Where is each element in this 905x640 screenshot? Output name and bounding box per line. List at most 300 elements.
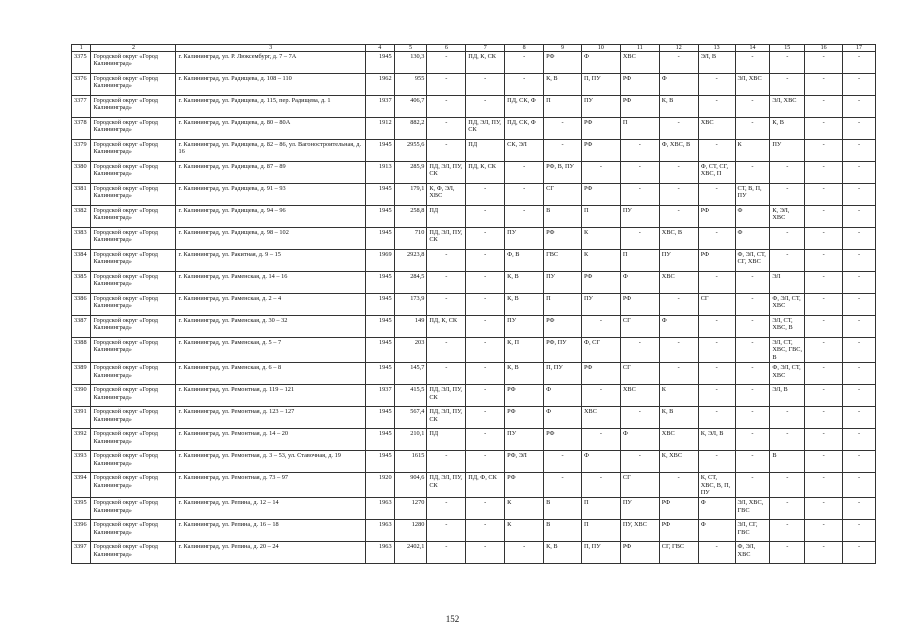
- cell-col-17: -: [843, 473, 876, 498]
- cell-municipality: Городской округ «Город Калининград»: [91, 118, 176, 140]
- cell-col-14: Ф: [735, 228, 770, 250]
- cell-col-16: -: [805, 407, 843, 429]
- cell-row-id: 3384: [72, 250, 91, 272]
- cell-col-10: -: [581, 162, 620, 184]
- cell-col-17: -: [843, 184, 876, 206]
- cell-col-8: ПУ: [505, 228, 544, 250]
- cell-col-16: -: [805, 338, 843, 363]
- cell-col-6: -: [427, 52, 466, 74]
- cell-address: г. Калининград, ул. Репина, д. 20 – 24: [176, 542, 365, 564]
- cell-col-16: -: [805, 542, 843, 564]
- cell-col-10: РФ: [581, 272, 620, 294]
- cell-col-7: -: [466, 385, 505, 407]
- column-number-14: 14: [735, 45, 770, 52]
- cell-col-10: П: [581, 498, 620, 520]
- cell-col-15: ЭЛ, ХВС: [770, 96, 805, 118]
- cell-col-17: -: [843, 542, 876, 564]
- cell-col-17: -: [843, 206, 876, 228]
- cell-build-year: 1945: [365, 228, 394, 250]
- cell-address: г. Калининград, ул. Радищева, д. 80 – 80А: [176, 118, 365, 140]
- cell-col-7: -: [466, 542, 505, 564]
- cell-col-11: -: [620, 407, 659, 429]
- cell-row-id: 3387: [72, 316, 91, 338]
- cell-col-16: -: [805, 184, 843, 206]
- cell-build-year: 1945: [365, 272, 394, 294]
- cell-col-16: -: [805, 96, 843, 118]
- cell-col-11: П: [620, 250, 659, 272]
- cell-col-10: Ф: [581, 52, 620, 74]
- cell-col-8: ПУ: [505, 429, 544, 451]
- cell-col-11: РФ: [620, 542, 659, 564]
- cell-col-10: ХВС: [581, 407, 620, 429]
- table-row: [72, 96, 876, 118]
- cell-col-7: -: [466, 272, 505, 294]
- cell-municipality: Городской округ «Город Калининград»: [91, 184, 176, 206]
- cell-col-9: Ф: [544, 385, 582, 407]
- cell-build-year: 1945: [365, 316, 394, 338]
- cell-col-11: -: [620, 184, 659, 206]
- table-row: [72, 407, 876, 429]
- cell-col-17: -: [843, 228, 876, 250]
- cell-col-10: -: [581, 473, 620, 498]
- cell-col-8: ПД, СК, Ф: [505, 96, 544, 118]
- cell-build-year: 1945: [365, 294, 394, 316]
- column-number-16: 16: [805, 45, 843, 52]
- cell-area: 1270: [394, 498, 427, 520]
- cell-municipality: Городской округ «Город Калининград»: [91, 473, 176, 498]
- cell-col-17: -: [843, 272, 876, 294]
- cell-col-10: Ф, СГ: [581, 338, 620, 363]
- column-number-7: 7: [466, 45, 505, 52]
- cell-col-8: -: [505, 52, 544, 74]
- cell-col-11: СГ: [620, 473, 659, 498]
- cell-col-7: -: [466, 228, 505, 250]
- cell-col-7: -: [466, 316, 505, 338]
- cell-row-id: 3383: [72, 228, 91, 250]
- table-row: [72, 316, 876, 338]
- cell-col-9: РФ: [544, 228, 582, 250]
- cell-municipality: Городской округ «Город Калининград»: [91, 385, 176, 407]
- cell-col-6: ПД, ЭЛ, ПУ, СК: [427, 162, 466, 184]
- cell-col-17: -: [843, 294, 876, 316]
- cell-col-9: П: [544, 96, 582, 118]
- cell-col-15: ЭЛ: [770, 272, 805, 294]
- cell-col-8: РФ: [505, 473, 544, 498]
- cell-area: 284,5: [394, 272, 427, 294]
- cell-area: 145,7: [394, 363, 427, 385]
- cell-row-id: 3389: [72, 363, 91, 385]
- cell-col-13: -: [698, 451, 735, 473]
- cell-col-6: ПД: [427, 429, 466, 451]
- cell-col-16: -: [805, 294, 843, 316]
- cell-col-7: ПД, Ф, СК: [466, 473, 505, 498]
- cell-col-7: -: [466, 206, 505, 228]
- cell-col-10: Ф: [581, 451, 620, 473]
- cell-build-year: 1912: [365, 118, 394, 140]
- cell-area: 415,5: [394, 385, 427, 407]
- cell-col-14: Ф: [735, 206, 770, 228]
- cell-col-10: РФ: [581, 118, 620, 140]
- cell-col-16: -: [805, 385, 843, 407]
- cell-address: г. Калининград, ул. Радищева, д. 108 – 110: [176, 74, 365, 96]
- cell-build-year: 1963: [365, 498, 394, 520]
- cell-col-14: -: [735, 272, 770, 294]
- cell-col-11: ХВС: [620, 385, 659, 407]
- cell-build-year: 1962: [365, 74, 394, 96]
- cell-col-7: -: [466, 451, 505, 473]
- cell-col-17: -: [843, 498, 876, 520]
- cell-col-6: -: [427, 498, 466, 520]
- cell-col-11: РФ: [620, 96, 659, 118]
- cell-col-6: -: [427, 294, 466, 316]
- cell-address: г. Калининград, ул. Радищева, д. 82 – 86, ул. Вагоностроительная, д. 16: [176, 140, 365, 162]
- cell-row-id: 3382: [72, 206, 91, 228]
- cell-area: 179,1: [394, 184, 427, 206]
- cell-col-15: -: [770, 407, 805, 429]
- cell-col-13: Ф: [698, 520, 735, 542]
- cell-area: 882,2: [394, 118, 427, 140]
- cell-build-year: 1937: [365, 96, 394, 118]
- cell-col-9: ГВС: [544, 250, 582, 272]
- cell-col-17: -: [843, 363, 876, 385]
- cell-col-12: -: [659, 294, 698, 316]
- cell-col-15: -: [770, 498, 805, 520]
- cell-col-15: К, В: [770, 118, 805, 140]
- cell-col-11: -: [620, 228, 659, 250]
- cell-col-9: СГ: [544, 184, 582, 206]
- cell-col-13: Ф, СТ, СГ, ХВС, П: [698, 162, 735, 184]
- cell-row-id: 3375: [72, 52, 91, 74]
- cell-col-9: В: [544, 520, 582, 542]
- cell-col-9: К, В: [544, 74, 582, 96]
- cell-municipality: Городской округ «Город Калининград»: [91, 96, 176, 118]
- table-row: [72, 338, 876, 363]
- cell-col-10: РФ: [581, 184, 620, 206]
- cell-col-11: П: [620, 118, 659, 140]
- cell-col-11: Ф: [620, 272, 659, 294]
- cell-col-17: -: [843, 96, 876, 118]
- cell-col-15: -: [770, 429, 805, 451]
- cell-col-6: ПД, ЭЛ, ПУ, СК: [427, 385, 466, 407]
- cell-col-15: -: [770, 52, 805, 74]
- cell-col-11: СГ: [620, 316, 659, 338]
- cell-col-16: -: [805, 498, 843, 520]
- cell-municipality: Городской округ «Город Калининград»: [91, 429, 176, 451]
- cell-col-15: К, ЭЛ, ХВС: [770, 206, 805, 228]
- table-header: [72, 45, 876, 52]
- cell-area: 2955,6: [394, 140, 427, 162]
- cell-col-12: ХВС: [659, 272, 698, 294]
- cell-col-10: П, ПУ: [581, 542, 620, 564]
- cell-col-8: К, В: [505, 272, 544, 294]
- cell-col-16: -: [805, 140, 843, 162]
- column-number-3: 3: [176, 45, 365, 52]
- table-row: [72, 473, 876, 498]
- cell-col-8: -: [505, 542, 544, 564]
- table-row: [72, 74, 876, 96]
- cell-build-year: 1920: [365, 473, 394, 498]
- cell-col-10: К: [581, 250, 620, 272]
- cell-col-17: -: [843, 316, 876, 338]
- cell-address: г. Калининград, ул. Раменская, д. 14 – 16: [176, 272, 365, 294]
- cell-row-id: 3385: [72, 272, 91, 294]
- cell-col-15: Ф, ЭЛ, СТ, ХВС: [770, 294, 805, 316]
- cell-col-14: К: [735, 140, 770, 162]
- cell-col-9: РФ, ПУ: [544, 338, 582, 363]
- cell-col-11: СГ: [620, 363, 659, 385]
- cell-col-14: -: [735, 316, 770, 338]
- cell-col-9: РФ: [544, 52, 582, 74]
- cell-address: г. Калининград, ул. Ремонтная, д. 73 – 97: [176, 473, 365, 498]
- cell-col-13: -: [698, 363, 735, 385]
- cell-col-13: -: [698, 542, 735, 564]
- cell-col-14: Ф, ЭЛ, ХВС: [735, 542, 770, 564]
- table-row: [72, 140, 876, 162]
- cell-col-6: -: [427, 520, 466, 542]
- cell-col-10: К: [581, 228, 620, 250]
- cell-col-13: -: [698, 272, 735, 294]
- cell-col-14: -: [735, 118, 770, 140]
- cell-col-12: ХВС, В: [659, 228, 698, 250]
- cell-col-9: В: [544, 206, 582, 228]
- column-number-4: 4: [365, 45, 394, 52]
- cell-build-year: 1937: [365, 385, 394, 407]
- cell-col-17: -: [843, 520, 876, 542]
- cell-col-16: -: [805, 228, 843, 250]
- cell-col-15: В: [770, 451, 805, 473]
- cell-col-17: -: [843, 74, 876, 96]
- cell-col-15: -: [770, 542, 805, 564]
- cell-col-14: -: [735, 429, 770, 451]
- cell-col-9: -: [544, 140, 582, 162]
- cell-col-14: -: [735, 52, 770, 74]
- cell-col-17: -: [843, 118, 876, 140]
- cell-col-14: -: [735, 385, 770, 407]
- cell-build-year: 1945: [365, 206, 394, 228]
- cell-col-11: РФ: [620, 74, 659, 96]
- table-row: [72, 118, 876, 140]
- cell-col-6: -: [427, 140, 466, 162]
- cell-municipality: Городской округ «Город Калининград»: [91, 294, 176, 316]
- cell-address: г. Калининград, ул. Раменская, д. 6 – 8: [176, 363, 365, 385]
- cell-col-15: -: [770, 228, 805, 250]
- cell-col-12: ПУ: [659, 250, 698, 272]
- cell-row-id: 3388: [72, 338, 91, 363]
- cell-row-id: 3378: [72, 118, 91, 140]
- column-number-8: 8: [505, 45, 544, 52]
- cell-col-9: ПУ: [544, 272, 582, 294]
- cell-build-year: 1963: [365, 520, 394, 542]
- cell-col-14: Ф, ЭЛ, СТ, СГ, ХВС: [735, 250, 770, 272]
- table-row: [72, 52, 876, 74]
- cell-col-12: -: [659, 363, 698, 385]
- cell-col-6: -: [427, 272, 466, 294]
- table-row: [72, 272, 876, 294]
- cell-build-year: 1945: [365, 184, 394, 206]
- cell-col-13: -: [698, 74, 735, 96]
- cell-col-15: -: [770, 473, 805, 498]
- cell-col-14: -: [735, 162, 770, 184]
- table-row: [72, 520, 876, 542]
- cell-col-12: -: [659, 184, 698, 206]
- cell-col-8: К, П: [505, 338, 544, 363]
- cell-col-17: -: [843, 338, 876, 363]
- cell-col-13: СГ: [698, 294, 735, 316]
- cell-address: г. Калининград, ул. Репина, д. 16 – 18: [176, 520, 365, 542]
- cell-col-8: РФ: [505, 385, 544, 407]
- cell-area: 149: [394, 316, 427, 338]
- cell-col-11: -: [620, 451, 659, 473]
- cell-col-9: РФ, В, ПУ: [544, 162, 582, 184]
- cell-col-17: -: [843, 407, 876, 429]
- cell-municipality: Городской округ «Город Калининград»: [91, 162, 176, 184]
- cell-area: 710: [394, 228, 427, 250]
- cell-municipality: Городской округ «Город Калининград»: [91, 498, 176, 520]
- table-row: [72, 451, 876, 473]
- cell-build-year: 1945: [365, 338, 394, 363]
- page-number: 152: [445, 614, 460, 624]
- cell-col-15: -: [770, 520, 805, 542]
- cell-col-7: -: [466, 363, 505, 385]
- cell-area: 2402,1: [394, 542, 427, 564]
- cell-area: 904,6: [394, 473, 427, 498]
- cell-col-17: -: [843, 140, 876, 162]
- cell-col-16: -: [805, 52, 843, 74]
- cell-col-6: -: [427, 96, 466, 118]
- cell-col-12: К: [659, 385, 698, 407]
- cell-address: г. Калининград, ул. Радищева, д. 87 – 89: [176, 162, 365, 184]
- cell-build-year: 1945: [365, 140, 394, 162]
- table-row: [72, 429, 876, 451]
- cell-area: 258,8: [394, 206, 427, 228]
- cell-col-8: Ф, В: [505, 250, 544, 272]
- cell-col-12: -: [659, 338, 698, 363]
- cell-row-id: 3392: [72, 429, 91, 451]
- cell-area: 1280: [394, 520, 427, 542]
- cell-col-10: П: [581, 206, 620, 228]
- cell-col-16: -: [805, 451, 843, 473]
- cell-address: г. Калининград, ул. Раменская, д. 2 – 4: [176, 294, 365, 316]
- cell-col-10: РФ: [581, 140, 620, 162]
- cell-col-6: ПД, ЭЛ, ПУ, СК: [427, 228, 466, 250]
- cell-municipality: Городской округ «Город Калининград»: [91, 52, 176, 74]
- cell-build-year: 1945: [365, 363, 394, 385]
- cell-col-16: -: [805, 363, 843, 385]
- cell-col-13: -: [698, 316, 735, 338]
- cell-col-15: -: [770, 250, 805, 272]
- cell-col-13: К, СТ, ХВС, В, П, ПУ: [698, 473, 735, 498]
- cell-col-7: -: [466, 498, 505, 520]
- cell-col-9: П, ПУ: [544, 363, 582, 385]
- cell-col-8: К, В: [505, 363, 544, 385]
- cell-municipality: Городской округ «Город Калининград»: [91, 140, 176, 162]
- cell-col-9: П: [544, 294, 582, 316]
- table-row: [72, 184, 876, 206]
- cell-col-17: -: [843, 451, 876, 473]
- cell-address: г. Калининград, ул. Репина, д. 12 – 14: [176, 498, 365, 520]
- cell-col-8: СК, ЭЛ: [505, 140, 544, 162]
- cell-col-14: ЭЛ, СГ, ГВС: [735, 520, 770, 542]
- cell-col-10: ПУ: [581, 96, 620, 118]
- cell-col-16: -: [805, 272, 843, 294]
- cell-address: г. Калининград, ул. Ремонтная, д. 3 – 53, ул. Ставочная, д. 19: [176, 451, 365, 473]
- cell-row-id: 3390: [72, 385, 91, 407]
- cell-municipality: Городской округ «Город Калининград»: [91, 228, 176, 250]
- cell-col-12: Ф, ХВС, В: [659, 140, 698, 162]
- cell-col-10: РФ: [581, 363, 620, 385]
- column-number-11: 11: [620, 45, 659, 52]
- cell-col-6: ПД, К, СК: [427, 316, 466, 338]
- cell-col-7: -: [466, 429, 505, 451]
- cell-col-11: ПУ: [620, 206, 659, 228]
- table-row: [72, 542, 876, 564]
- cell-row-id: 3377: [72, 96, 91, 118]
- cell-area: 210,1: [394, 429, 427, 451]
- cell-municipality: Городской округ «Город Калининград»: [91, 451, 176, 473]
- cell-municipality: Городской округ «Город Калининград»: [91, 206, 176, 228]
- cell-col-14: -: [735, 473, 770, 498]
- cell-col-7: -: [466, 96, 505, 118]
- cell-col-7: -: [466, 338, 505, 363]
- cell-municipality: Городской округ «Город Калининград»: [91, 542, 176, 564]
- cell-municipality: Городской округ «Город Калининград»: [91, 363, 176, 385]
- cell-col-15: -: [770, 184, 805, 206]
- cell-col-10: П: [581, 520, 620, 542]
- cell-municipality: Городской округ «Город Калининград»: [91, 74, 176, 96]
- column-number-5: 5: [394, 45, 427, 52]
- cell-col-15: -: [770, 74, 805, 96]
- cell-col-12: Ф: [659, 74, 698, 96]
- column-number-12: 12: [659, 45, 698, 52]
- cell-col-17: -: [843, 52, 876, 74]
- column-number-row: [72, 45, 876, 52]
- cell-col-16: -: [805, 429, 843, 451]
- column-number-17: 17: [843, 45, 876, 52]
- register-table: [71, 44, 876, 564]
- cell-col-9: -: [544, 473, 582, 498]
- cell-col-7: ПД, К, СК: [466, 162, 505, 184]
- cell-col-7: -: [466, 250, 505, 272]
- cell-col-6: -: [427, 451, 466, 473]
- cell-col-11: ХВС: [620, 52, 659, 74]
- cell-municipality: Городской округ «Город Калининград»: [91, 316, 176, 338]
- cell-col-15: ПУ: [770, 140, 805, 162]
- cell-municipality: Городской округ «Город Калининград»: [91, 272, 176, 294]
- cell-row-id: 3394: [72, 473, 91, 498]
- cell-address: г. Калининград, ул. Радищева, д. 115, пер. Радищева, д. 1: [176, 96, 365, 118]
- cell-col-7: -: [466, 74, 505, 96]
- cell-row-id: 3376: [72, 74, 91, 96]
- cell-row-id: 3386: [72, 294, 91, 316]
- cell-col-10: П, ПУ: [581, 74, 620, 96]
- cell-address: г. Калининград, ул. Радищева, д. 98 – 102: [176, 228, 365, 250]
- column-number-13: 13: [698, 45, 735, 52]
- cell-col-13: -: [698, 96, 735, 118]
- cell-col-13: К, ЭЛ, В: [698, 429, 735, 451]
- cell-col-8: -: [505, 162, 544, 184]
- cell-col-7: ПД, К, СК: [466, 52, 505, 74]
- cell-col-13: -: [698, 228, 735, 250]
- cell-col-14: -: [735, 338, 770, 363]
- cell-address: г. Калининград, ул. Ремонтная, д. 123 – 127: [176, 407, 365, 429]
- cell-address: г. Калининград, ул. Ремонтная, д. 14 – 20: [176, 429, 365, 451]
- cell-row-id: 3395: [72, 498, 91, 520]
- cell-col-8: -: [505, 206, 544, 228]
- cell-col-11: -: [620, 338, 659, 363]
- cell-col-12: РФ: [659, 520, 698, 542]
- cell-col-8: РФ: [505, 407, 544, 429]
- cell-col-12: К, В: [659, 96, 698, 118]
